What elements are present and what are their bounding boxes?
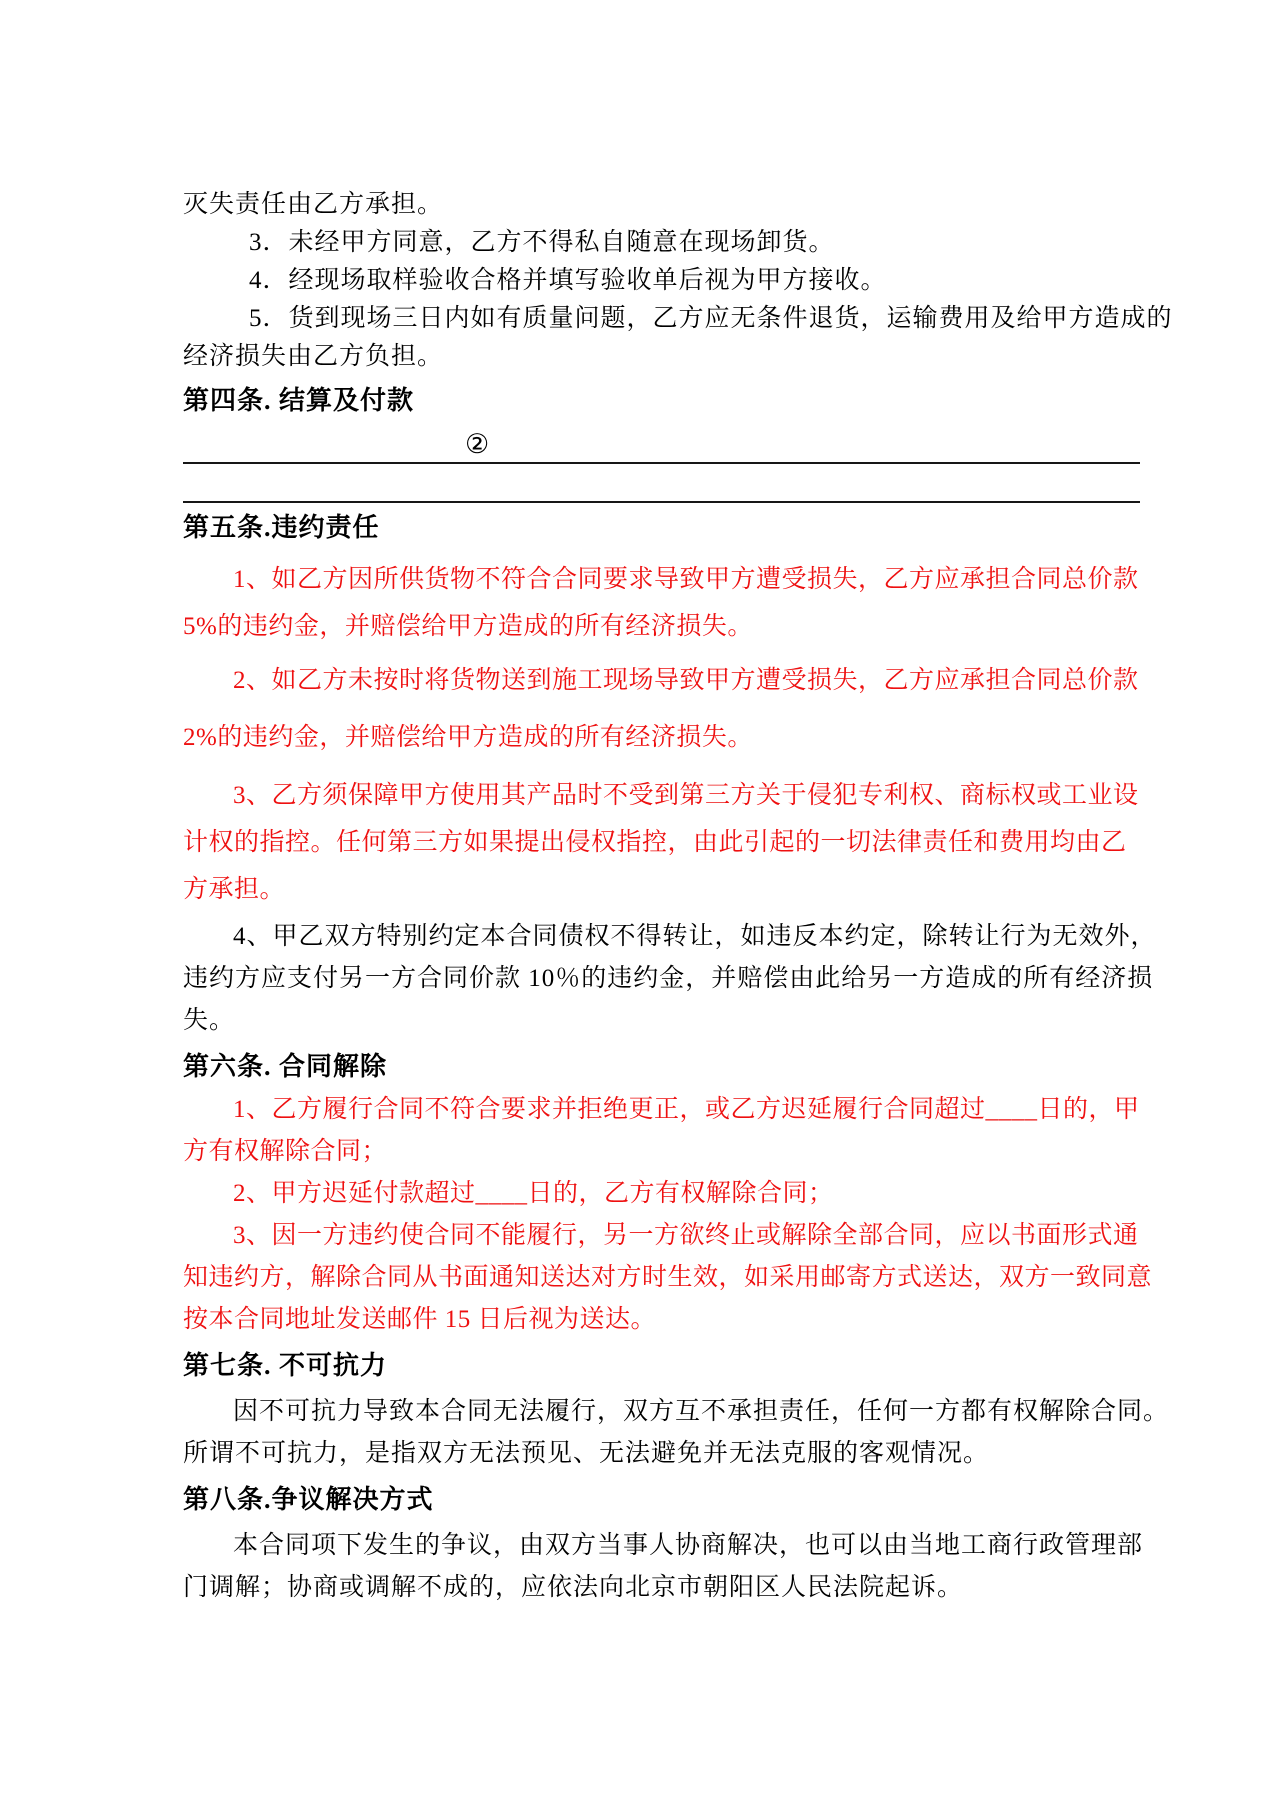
article-5-heading — [183, 506, 1140, 550]
article-5-item-3-line-1: 3、乙方须保障甲方使用其产品时不受到第三方关于侵犯专利权、商标权或工业设 — [233, 782, 1139, 809]
article-5-item-2-line-2: 2%的违约金，并赔偿给甲方造成的所有经济损失。 — [183, 724, 753, 751]
article-5-item-4-line-2: 违约方应支付另一方合同价款 10％的违约金，并赔偿由此给另一方造成的所有经济损 — [183, 965, 1154, 992]
article-6-item-2 — [183, 1173, 1140, 1215]
article-8-body — [183, 1525, 1144, 1609]
article-5-item-4-line-1: 4、甲乙双方特别约定本合同债权不得转让，如违反本约定，除转让行为无效外， — [233, 923, 1157, 950]
clause-item-3-line-1: 3．未经甲方同意，乙方不得私自随意在现场卸货。 — [249, 229, 835, 256]
article-7-body-line-1: 因不可抗力导致本合同无法履行，双方互不承担责任，任何一方都有权解除合同。 — [233, 1398, 1170, 1425]
article-7-heading — [183, 1344, 1140, 1388]
article-5-item-1-line-1: 1、如乙方因所供货物不符合合同要求导致甲方遭受损失，乙方应承担合同总价款 — [233, 566, 1139, 593]
article-7-body-line-2: 所谓不可抗力，是指双方无法预见、无法避免并无法克服的客观情况。 — [183, 1440, 990, 1467]
article-5-item-3 — [183, 772, 1140, 913]
footnote-marker-2 — [183, 426, 1140, 462]
article-5-item-2-line-1: 2、如乙方未按时将货物送到施工现场导致甲方遭受损失，乙方应承担合同总价款 — [233, 667, 1139, 694]
clause-continuation-line-1: 灭失责任由乙方承担。 — [183, 191, 444, 218]
article-6-item-3 — [183, 1215, 1153, 1341]
article-6-item-1 — [183, 1089, 1140, 1173]
article-8-body-line-1: 本合同项下发生的争议，由双方当事人协商解决，也可以由当地工商行政管理部 — [233, 1532, 1144, 1559]
article-8-heading — [183, 1478, 1140, 1522]
article-5-heading-line-1: 第五条.违约责任 — [183, 513, 380, 542]
article-5-item-3-line-3: 方承担。 — [183, 876, 286, 903]
article-7-heading-line-1: 第七条. 不可抗力 — [183, 1351, 388, 1380]
article-6-item-1-line-1: 1、乙方履行合同不符合要求并拒绝更正，或乙方迟延履行合同超过____日的，甲 — [233, 1096, 1140, 1123]
footnote-marker-2-line-1: ② — [465, 429, 490, 459]
article-5-item-4 — [183, 916, 1157, 1042]
article-6-heading-line-1: 第六条. 合同解除 — [183, 1052, 388, 1081]
article-5-item-1 — [183, 556, 1140, 650]
article-6-heading — [183, 1045, 1140, 1089]
clause-item-4 — [183, 262, 1140, 300]
article-5-item-2 — [183, 652, 1140, 766]
article-4-heading — [183, 379, 1140, 423]
clause-item-3 — [183, 224, 1140, 262]
article-4-heading-line-1: 第四条. 结算及付款 — [183, 386, 415, 415]
page-break-gap — [183, 464, 1140, 501]
article-8-heading-line-1: 第八条.争议解决方式 — [183, 1485, 434, 1514]
clause-item-5-line-2: 经济损失由乙方负担。 — [183, 343, 444, 370]
article-6-item-2-line-1: 2、甲方迟延付款超过____日的，乙方有权解除合同； — [233, 1180, 834, 1207]
article-6-item-3-line-2: 知违约方，解除合同从书面通知送达对方时生效，如采用邮寄方式送达，双方一致同意 — [183, 1264, 1153, 1291]
article-5-item-1-line-2: 5%的违约金，并赔偿给甲方造成的所有经济损失。 — [183, 613, 753, 640]
clause-continuation — [183, 186, 1140, 224]
article-5-item-4-line-3: 失。 — [183, 1007, 236, 1034]
document-content — [183, 186, 1173, 1609]
clause-item-4-line-1: 4．经现场取样验收合格并填写验收单后视为甲方接收。 — [249, 267, 887, 294]
article-6-item-1-line-2: 方有权解除合同； — [183, 1138, 388, 1165]
page-break-rule-bottom — [183, 501, 1140, 503]
article-5-item-3-line-2: 计权的指控。任何第三方如果提出侵权指控，由此引起的一切法律责任和费用均由乙 — [183, 829, 1127, 856]
article-6-item-3-line-1: 3、因一方违约使合同不能履行，另一方欲终止或解除全部合同，应以书面形式通 — [233, 1222, 1139, 1249]
clause-item-5-line-1: 5．货到现场三日内如有质量问题，乙方应无条件退货，运输费用及给甲方造成的 — [249, 305, 1173, 332]
article-8-body-line-2: 门调解；协商或调解不成的，应依法向北京市朝阳区人民法院起诉。 — [183, 1574, 964, 1601]
article-6-item-3-line-3: 按本合同地址发送邮件 15 日后视为送达。 — [183, 1306, 657, 1333]
clause-item-5 — [183, 300, 1173, 376]
article-7-body — [183, 1391, 1170, 1475]
